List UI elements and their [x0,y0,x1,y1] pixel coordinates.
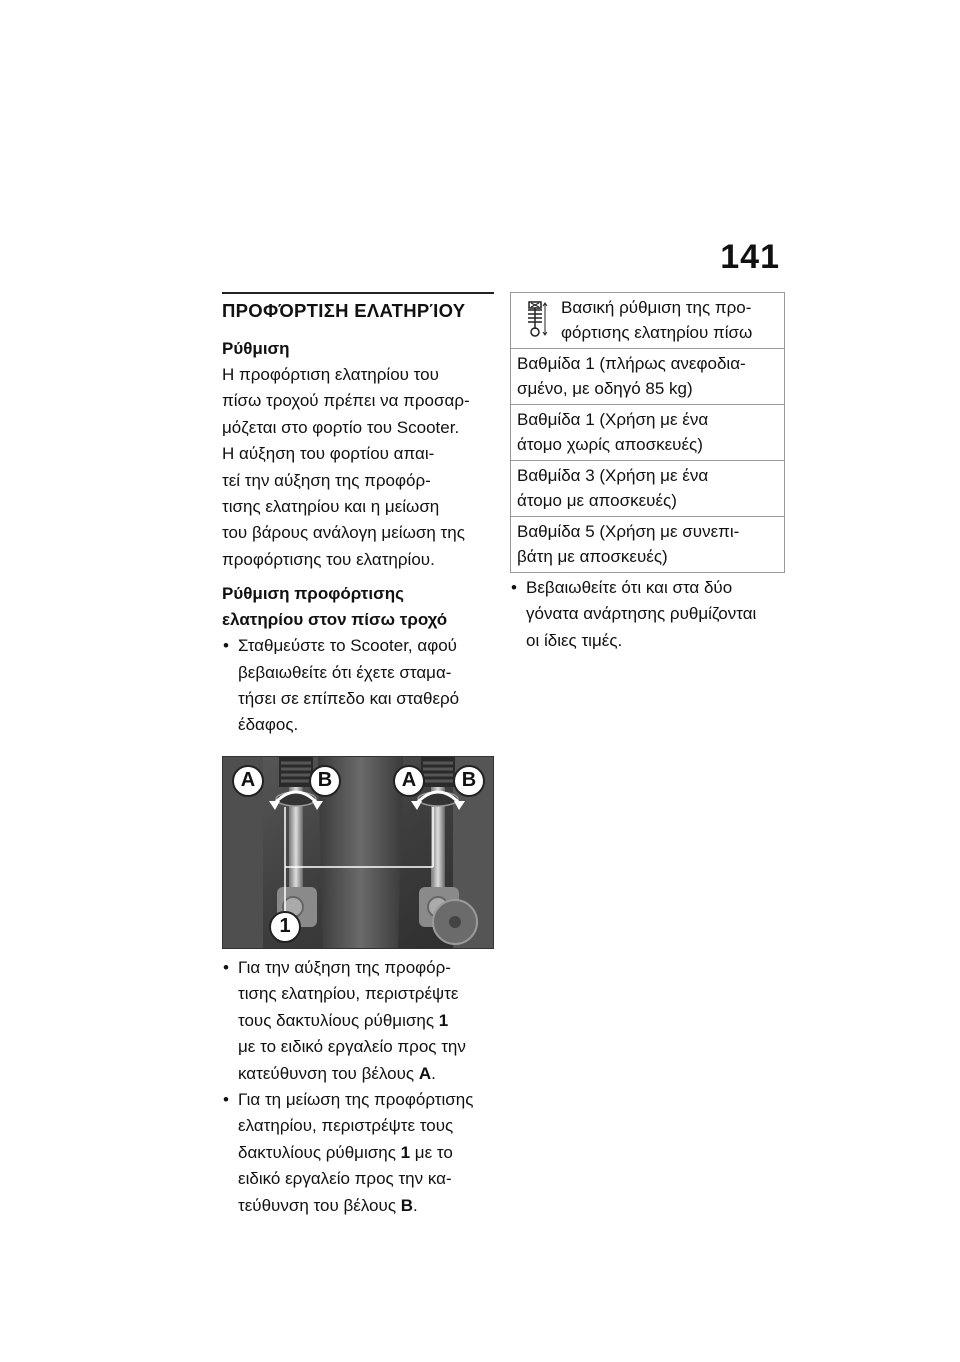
bullet-increase: • Για την αύξηση της προφόρ- τισης ελατηρίου, περιστρέψτε τους δακτυλίους ρύθμισης 1 με το ειδικό εργαλείο προς την κατεύθυνση του βέλους A. [222,955,494,1087]
table-row: Βαθμίδα 1 (πλήρως ανεφοδια- σμένο, με οδηγό 85 kg) [511,349,785,405]
intro-paragraph: Η προφόρτιση ελατηρίου του πίσω τροχού πρέπει να προσαρ- μόζεται στο φορτίο του Scooter. Η αύξηση του φορτίου απαι- τεί την αύξηση της προφόρ- τισης ελατηρίου και η μείωση του βάρους ανάλογη μείωση της προφόρτισης του ελατηρίου. [222,365,470,569]
bullet-dot: • [223,957,229,977]
bullet-dot: • [223,1089,229,1109]
label-a-right: A [393,765,425,797]
section-title: ΠΡΟΦΌΡΤΙΣΗ ΕΛΑΤΗΡΊΟΥ [222,292,494,328]
bullet-park: • Σταθμεύστε το Scooter, αφού βεβαιωθείτε ότι έχετε σταμα- τήσει σε επίπεδο και σταθερό έδαφος. [222,633,494,739]
label-1: 1 [269,911,301,943]
table-row: Βαθμίδα 3 (Χρήση με ένα άτομο με αποσκευές) [511,461,785,517]
page-number: 141 [720,238,780,276]
table-header-text: Βασική ρύθμιση της προ- φόρτισης ελατηρίου πίσω [561,298,753,342]
bullet-decrease: • Για τη μείωση της προφόρτισης ελατηρίου, περιστρέψτε τους δακτυλίους ρύθμισης 1 με το ειδικό εργαλείο προς την κα- τεύθυνση του βέλους B. [222,1087,494,1219]
spring-preload-icon [511,295,561,345]
subhead-rear-preload: Ρύθμιση προφόρτισης ελατηρίου στον πίσω τροχό [222,584,448,630]
label-a-left: A [232,765,264,797]
label-b-right: B [453,765,485,797]
label-b-left: B [309,765,341,797]
right-column [510,292,785,654]
left-column [222,292,494,1219]
table-row: Βαθμίδα 1 (Χρήση με ένα άτομο χωρίς αποσκευές) [511,405,785,461]
preload-settings-table [510,292,785,573]
table-row: Βαθμίδα 5 (Χρήση με συνεπι- βάτη με αποσκευές) [511,517,785,573]
rear-shock-photo [222,756,494,949]
bullet-check-both: • Βεβαιωθείτε ότι και στα δύο γόνατα ανάρτησης ρυθμίζονται οι ίδιες τιμές. [510,575,785,654]
bullet-dot: • [511,578,517,597]
bullet-dot: • [223,636,229,656]
table-header-row [511,293,785,349]
subhead-adjustment: Ρύθμιση [222,339,290,358]
